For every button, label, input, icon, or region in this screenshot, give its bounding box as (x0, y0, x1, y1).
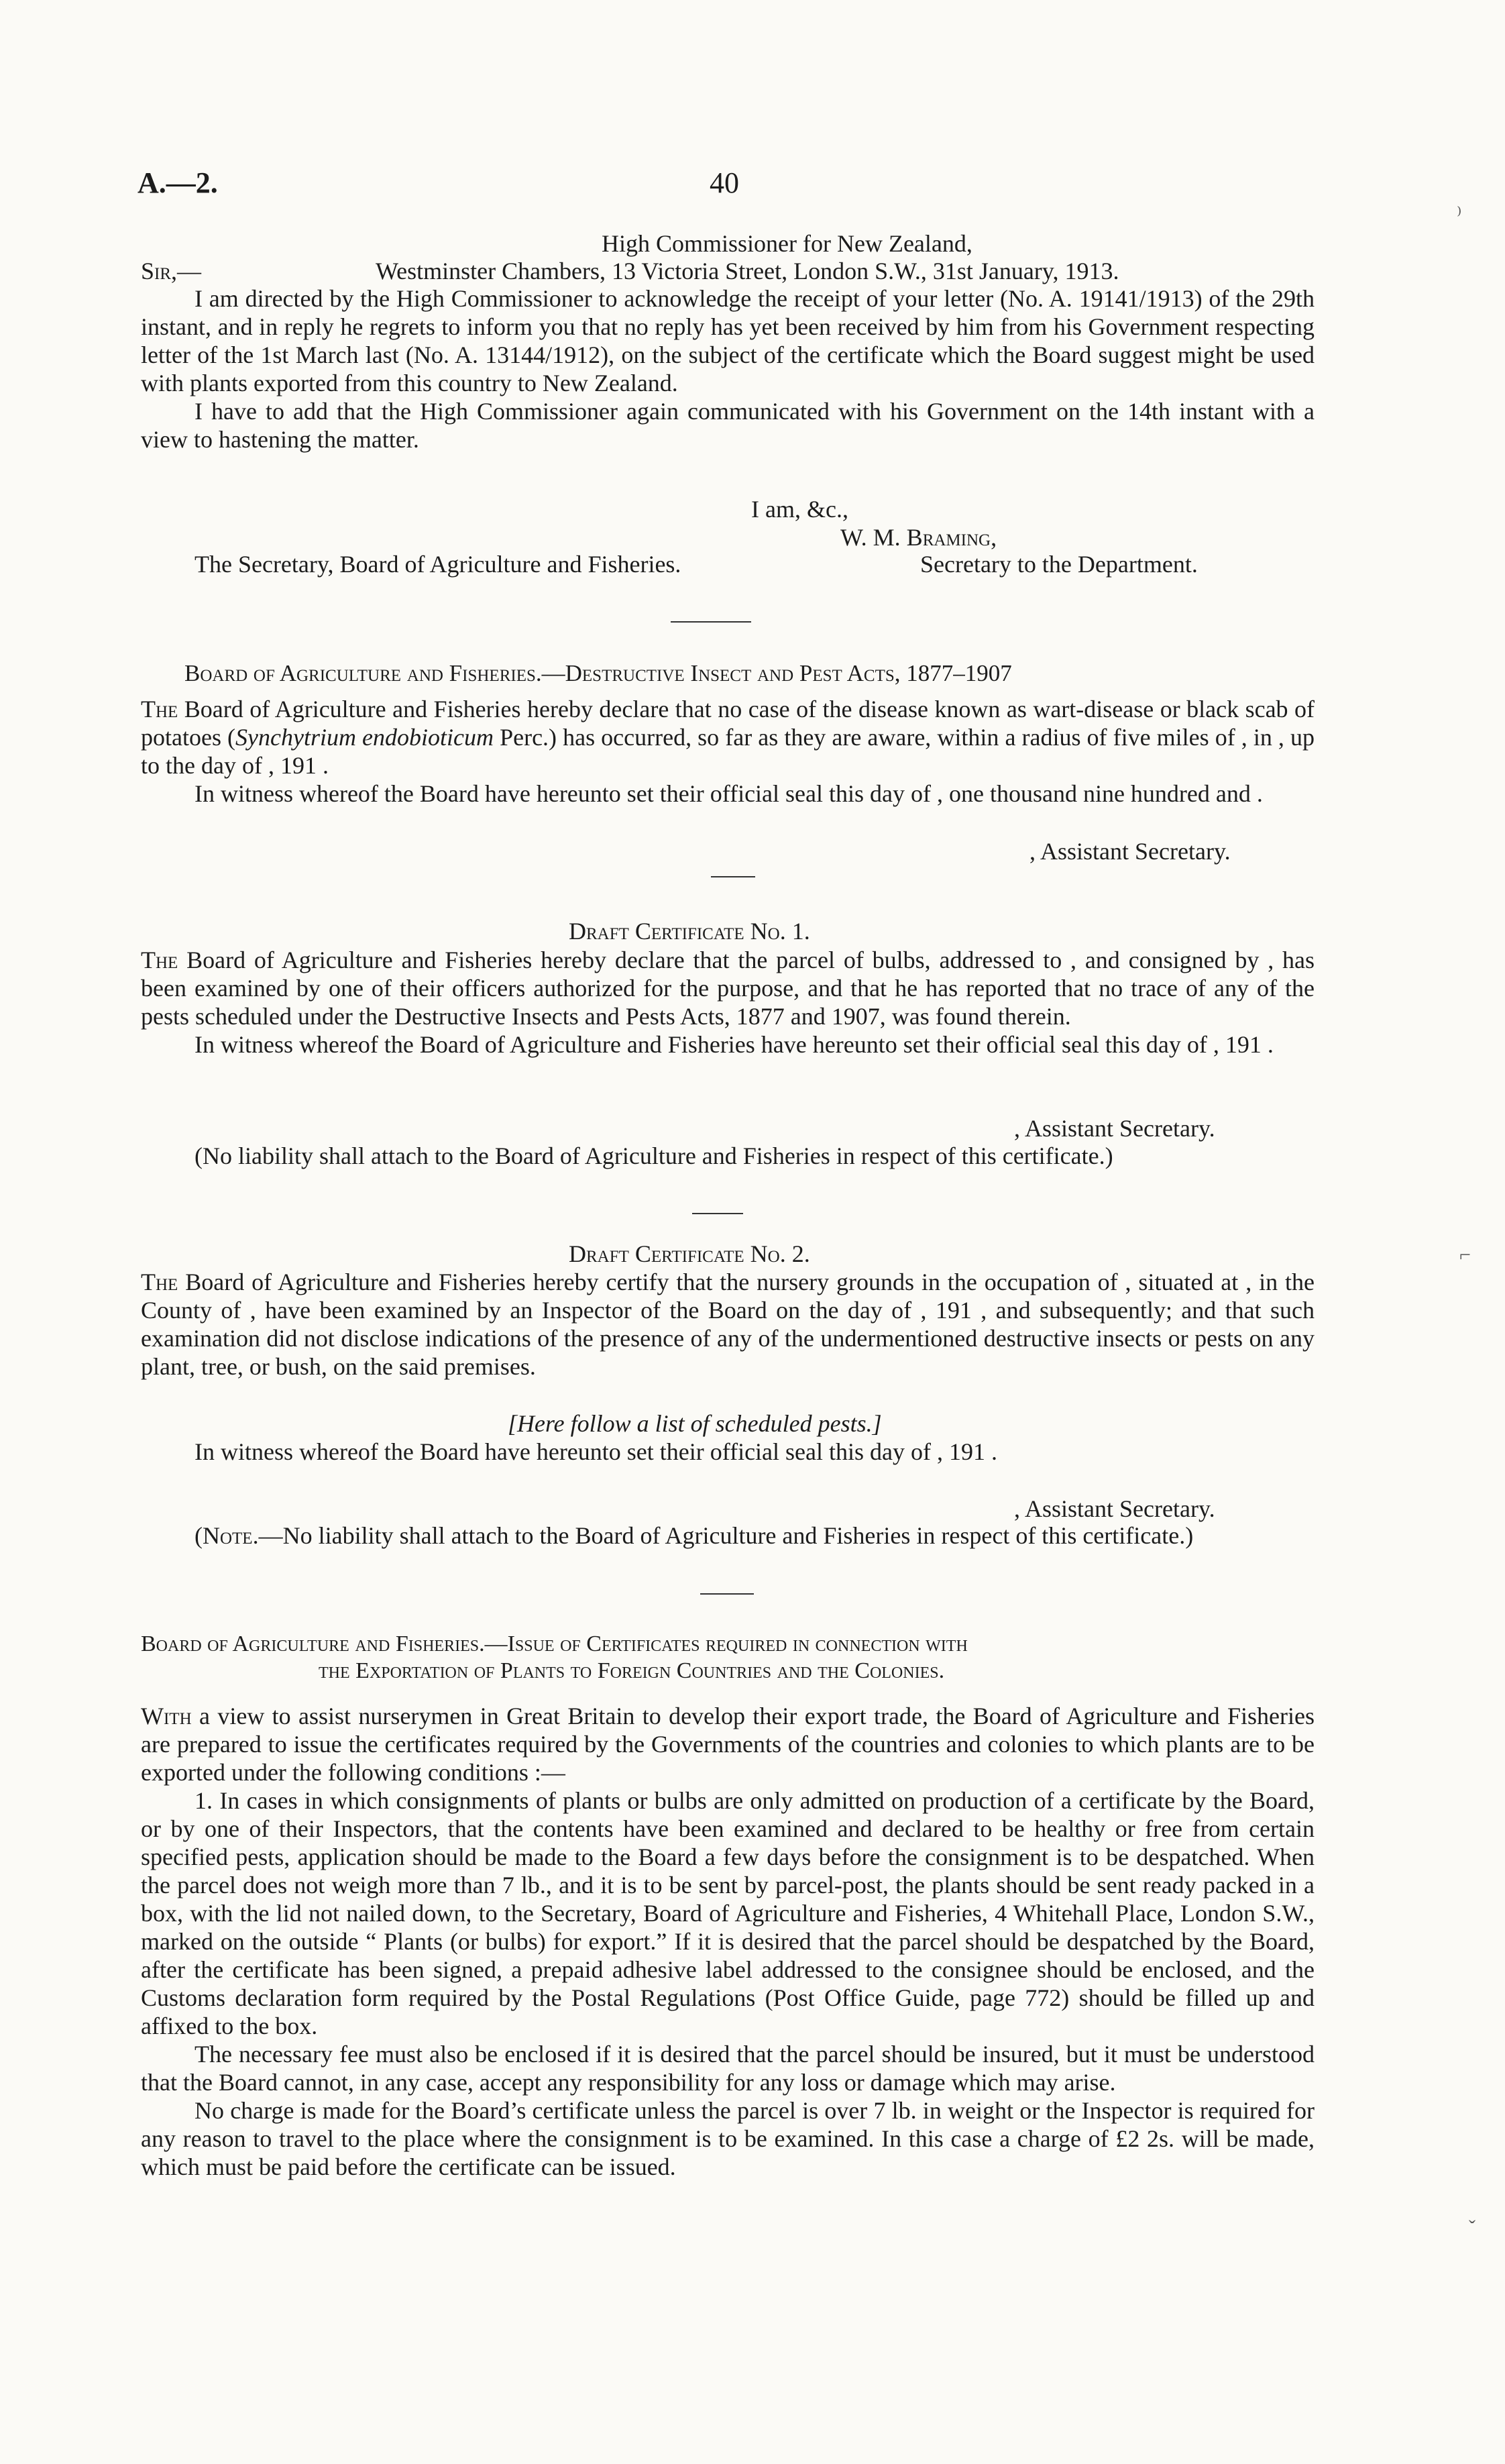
draft2-note-text: —No liability shall attach to the Board of Agriculture and Fisheries in respect of this certificate.) (258, 1522, 1194, 1549)
section1-body-b: Perc.) has occurred, so far as they are aware, within a radius of five miles of , in , up to the day of , 191 . (141, 724, 1315, 779)
draft2-witness-block (141, 1438, 1315, 1466)
section2-heading-line1: Board of Agriculture and Fisheries.—Issue of Certificates required in connection with (141, 1631, 968, 1656)
letter-signatory-title: Secretary to the Department. (920, 551, 1198, 578)
section2-intro-start: With (141, 1703, 192, 1729)
letter-body (141, 284, 1315, 453)
section1-body-a: Board of Agriculture and Fisheries hereby declare that no case of the disease known as wart-disease or black scab of potatoes ( (141, 696, 1315, 751)
section1-witness: In witness whereof the Board have hereunto set their official seal this day of , one thousand nine hundred and . (194, 780, 1263, 807)
draft1-body-text: Board of Agriculture and Fisheries hereby declare that the parcel of bulbs, addressed to , and consigned by , has been examined by one of their officers authorized for the purpose, and that he has reported that no trace of any of the pests scheduled under the Destructive Insects and Pests Acts, 1877 and 1907, was found therein. (141, 947, 1315, 1030)
draft1-body-start: The (141, 947, 178, 973)
draft2-heading: Draft Certificate No. 2. (569, 1240, 810, 1267)
section2-heading-line2: the Exportation of Plants to Foreign Countries and the Colonies. (319, 1658, 945, 1683)
draft1-witness: In witness whereof the Board of Agriculture and Fisheries have hereunto set their official seal this day of , 191 . (194, 1031, 1274, 1058)
draft1-heading: Draft Certificate No. 1. (569, 918, 810, 945)
letter-sender: High Commissioner for New Zealand, (602, 230, 972, 257)
scan-mark: ⁾ (1457, 204, 1462, 226)
letter-address: Westminster Chambers, 13 Victoria Street, London S.W., 31st January, 1913. (376, 258, 1119, 284)
section1-heading: Board of Agriculture and Fisheries.—Destructive Insect and Pest Acts, 1877–1907 (184, 660, 1012, 686)
letter-signatory: W. M. Braming, (840, 524, 997, 551)
draft2-note-label: (Note. (194, 1522, 259, 1549)
draft2-body-start: The (141, 1269, 178, 1295)
section2-item-2: The necessary fee must also be enclosed if it is desired that the parcel should be insured, but it must be understood that the Board cannot, in any case, accept any responsibility for any loss or damage which may arise. (141, 2041, 1315, 2096)
letter-paragraph-2: I have to add that the High Commissioner again communicated with his Government on the 14th instant with a view to hastening the matter. (141, 398, 1315, 453)
letter-paragraph-1: I am directed by the High Commissioner to acknowledge the receipt of your letter (No. A. 19141/1913) of the 29th instant, and in reply he regrets to inform you that no reply has yet been received by him from his Government respecting letter of the 1st March last (No. A. 13144/1912), on the subject of the certificate which the Board suggest might be used with plants exported from this country to New Zealand. (141, 285, 1315, 396)
section2-intro-text: a view to assist nurserymen in Great Britain to develop their export trade, the Board of Agriculture and Fisheries are prepared to issue the certificates required by the Governments of the countries and colonies to which plants are to be exported under the following conditions :— (141, 1703, 1315, 1786)
draft1-note: (No liability shall attach to the Board of Agriculture and Fisheries in respect of this certificate.) (194, 1142, 1113, 1169)
section1-body (141, 695, 1315, 808)
draft2-body-text: Board of Agriculture and Fisheries hereby certify that the nursery grounds in the occupation of , situated at , in the County of , have been examined by an Inspector of the Board on the day of , 191 , and subsequently; and that such examination did not disclose indications of the presence of any of the undermentioned destructive insects or pests on any plant, tree, or bush, on the said premises. (141, 1269, 1315, 1380)
draft2-witness: In witness whereof the Board have hereunto set their official seal this day of , 191 . (194, 1438, 997, 1465)
scan-mark: ⌐ (1459, 1244, 1471, 1266)
draft2-list-note-text: [Here follow a list of scheduled pests.] (508, 1410, 882, 1437)
section2-item-3: No charge is made for the Board’s certificate unless the parcel is over 7 lb. in weight or the Inspector is required for any reason to travel to the place where the consignment is to be examined. In this case a charge of £2 2s. will be made, which must be paid before the certificate can be issued. (141, 2097, 1315, 2180)
draft2-note-block (141, 1521, 1315, 1550)
species-name: Synchytrium endobioticum (235, 724, 494, 751)
draft2-body (141, 1268, 1315, 1381)
draft2-list-note (508, 1409, 882, 1438)
section-divider (671, 621, 751, 623)
page-number: 40 (710, 166, 739, 199)
section-divider (692, 1213, 743, 1214)
section-divider (700, 1593, 754, 1595)
section1-signature: , Assistant Secretary. (1029, 838, 1231, 865)
section1-body-start: The (141, 696, 178, 722)
document-reference: A.—2. (137, 166, 218, 199)
section2-body (141, 1702, 1315, 2181)
salutation-text: Sir,— (141, 258, 202, 284)
letter-salutation (141, 257, 201, 285)
draft1-signature: , Assistant Secretary. (1014, 1115, 1215, 1142)
draft2-signature: , Assistant Secretary. (1014, 1495, 1215, 1522)
scan-mark: ˇ (1469, 2216, 1475, 2239)
section2-item-1: 1. In cases in which consignments of plants or bulbs are only admitted on production of a certificate by the Board, or by one of their Inspectors, that the contents have been examined and declared to be healthy or free from certain specified pests, application should be made to the Board a few days before the consignment is to be despatched. When the parcel does not weigh more than 7 lb., and it is to be sent by parcel-post, the plants should be sent ready packed in a box, with the lid not nailed down, to the Secretary, Board of Agriculture and Fisheries, 4 Whitehall Place, London S.W., marked on the outside “ Plants (or bulbs) for export.” If it is desired that the parcel should be despatched by the Board, after the certificate has been signed, a prepaid adhesive label addressed to the consignee should be enclosed, and the Customs declaration form required by the Postal Regulations (Post Office Guide, page 772) should be filled up and affixed to the box. (141, 1787, 1315, 2039)
draft1-body (141, 946, 1315, 1059)
section-divider (711, 876, 755, 877)
letter-addressee: The Secretary, Board of Agriculture and Fisheries. (194, 551, 681, 578)
letter-closing: I am, &c., (751, 496, 848, 523)
